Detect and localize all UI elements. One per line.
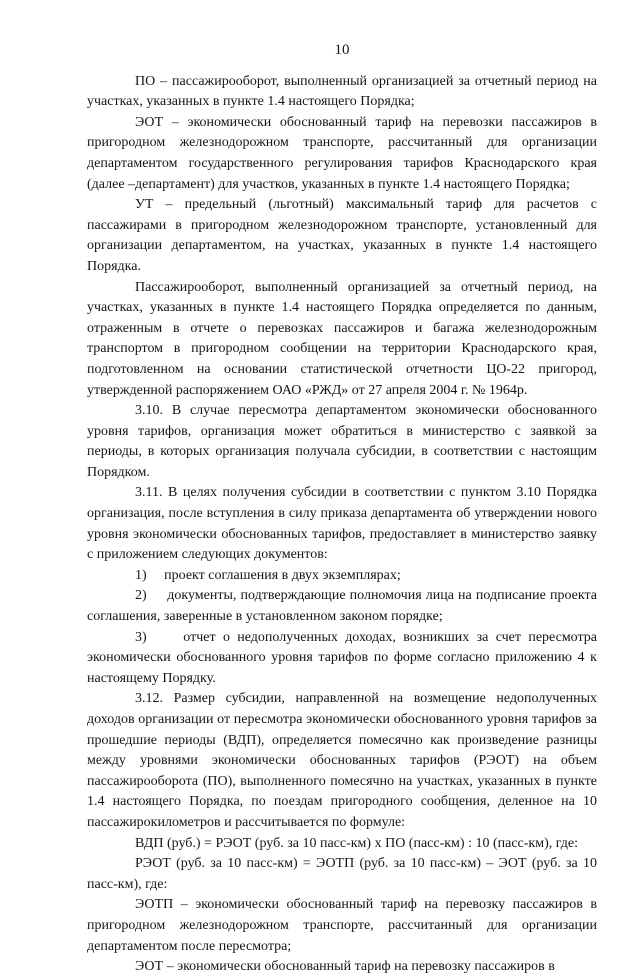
paragraph-eotp-definition: ЭОТП – экономически обоснованный тариф на перевозку пассажиров в пригородном железнодорожном транспорте, рассчитанный для организации департаментом после пересмотра; xyxy=(87,897,597,954)
list-item-1: 1) проект соглашения в двух экземплярах; xyxy=(135,567,401,583)
list-item-3: 3) отчет о недополученных доходах, возникших за счет пересмотра экономически обоснованного уровня тарифов по форме согласно приложению 4 к настоящему Порядку. xyxy=(87,629,601,686)
paragraph-3-12: 3.12. Размер субсидии, направленной на возмещение недополученных доходов организации от пересмотра экономически обоснованного уровня тарифов за прошедшие периоды (ВДП), определяется помесячно как произведение разницы между уровнями экономически обоснованных тарифов (РЭОТ) на объем пассажирооборота (ПО), выполненного помесячно на участках, указанных в пункте 1.4 настоящего Порядка, по поездам пригородного сообщения, деленное на 10 пассажирокилометров и рассчитывается по формуле: xyxy=(87,691,597,830)
paragraph-po-definition: ПО – пассажирооборот, выполненный организацией за отчетный период на участках, указанных в пункте 1.4 настоящего Порядка; xyxy=(87,73,597,110)
paragraph-eot-definition: ЭОТ – экономически обоснованный тариф на перевозки пассажиров в пригородном железнодорожном транспорте, рассчитанный для организации департаментом государственного регулирования тарифов Краснодарского края (далее –департамент) для участков, указанных в пункте 1.4 настоящего Порядка; xyxy=(87,114,597,192)
paragraph-3-10: 3.10. В случае пересмотра департаментом экономически обоснованного уровня тарифов, организация может обратиться в министерство с заявкой за периоды, в которых организация получала субсидии, в соответствии с настоящим Порядком. xyxy=(87,403,597,480)
paragraph-ut-definition: УТ – предельный (льготный) максимальный тариф для расчетов с пассажирами в пригородном железнодорожном транспорте, установленный для организации департаментом, на участках, указанных в пункте 1.4 настоящего Порядка. xyxy=(87,197,597,274)
formula-vdp: ВДП (руб.) = РЭОТ (руб. за 10 пасс-км) х ПО (пасс-км) : 10 (пасс-км), где: xyxy=(135,835,579,851)
page-number: 10 xyxy=(334,42,350,58)
paragraph-passenger-turnover: Пассажирооборот, выполненный организацией за отчетный период, на участках, указанных в пункте 1.4 настоящего Порядка определяется по данным, отраженным в отчете о перевозках пассажиров и багажа железнодорожным транспортом в пригородном сообщении на территории Краснодарского края, подготовленном на основании статистической отчетности ЦО-22 пригород, утвержденной распоряжением ОАО «РЖД» от 27 апреля 2004 г. № 1964р. xyxy=(87,279,597,398)
list-item-2: 2) документы, подтверждающие полномочия лица на подписание проекта соглашения, заверенные в установленном законом порядке; xyxy=(87,588,601,625)
formula-reot: РЭОТ (руб. за 10 пасс-км) = ЭОТП (руб. за 10 пасс-км) – ЭОТ (руб. за 10 пасс-км), где: xyxy=(87,856,597,892)
paragraph-eot-definition-continued: ЭОТ – экономически обоснованный тариф на перевозку пассажиров в xyxy=(135,959,555,975)
paragraph-3-11: 3.11. В целях получения субсидии в соответствии с пунктом 3.10 Порядка организация, после вступления в силу приказа департамента об утверждении нового уровня экономически обоснованных тарифов, предоставляет в министерство заявку с приложением следующих документов: xyxy=(87,485,597,563)
